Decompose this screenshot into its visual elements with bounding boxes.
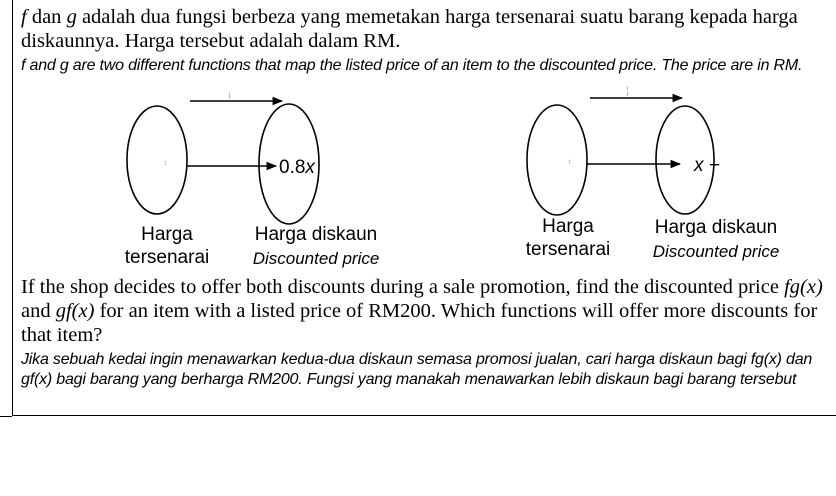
task-english xyxy=(21,275,829,347)
diagram-f xyxy=(125,89,380,268)
image-expression-g: x − xyxy=(694,155,720,176)
intro-text-1: dan xyxy=(26,6,67,28)
codomain-label-f-en: Discounted price xyxy=(252,249,380,268)
domain-label-f-line2: tersenarai xyxy=(124,247,210,268)
var-f: f xyxy=(21,6,27,28)
domain-ellipse-g xyxy=(527,105,587,215)
image-expression-f: 0.8x xyxy=(279,157,315,178)
intro-text-2: adalah dua fungsi berbeza yang memetakan harga tersenarai suatu barang kepada harga diskaunnya. Harga tersebut adalah dalam RM. xyxy=(21,6,798,52)
codomain-label-f: Harga diskaun xyxy=(254,224,378,245)
task-text-2: and xyxy=(21,300,56,322)
codomain-label-g-en: Discounted price xyxy=(652,242,780,261)
domain-ellipse-f xyxy=(127,106,187,214)
intro-english: f and g are two different functions that map the listed price of an item to the discounted price. The price are in RM. xyxy=(21,57,803,74)
diagram-g xyxy=(526,86,780,261)
var-g: g xyxy=(66,6,77,28)
task-text-1: If the shop decides to offer both discounts during a sale promotion, find the discounted price xyxy=(21,276,785,298)
task-malay: Jika sebuah kedai ingin menawarkan kedua-dua diskaun semasa promosi jualan, cari harga diskaun bagi fg(x) dan gf(x) bagi barang yang berharga RM200. Fungsi yang manakah menawarkan lebih diskaun bagi barang tersebut xyxy=(21,351,813,388)
domain-mark-g: ¹ xyxy=(568,158,571,168)
function-label-f: ¡ xyxy=(228,89,232,100)
expr-gf: gf(x) xyxy=(55,300,95,322)
codomain-label-g: Harga diskaun xyxy=(654,217,778,238)
expr-fg: fg(x) xyxy=(784,276,823,298)
domain-label-g-line1: Harga xyxy=(542,216,594,237)
domain-label-g-line2: tersenarai xyxy=(525,239,611,260)
function-label-g: ¦ xyxy=(626,86,629,97)
task-text-3: for an item with a listed price of RM200. Which functions will offer more discounts for that item? xyxy=(21,300,818,346)
domain-label-f-line1: Harga xyxy=(141,224,193,245)
domain-mark-f: ¹ xyxy=(164,159,167,169)
